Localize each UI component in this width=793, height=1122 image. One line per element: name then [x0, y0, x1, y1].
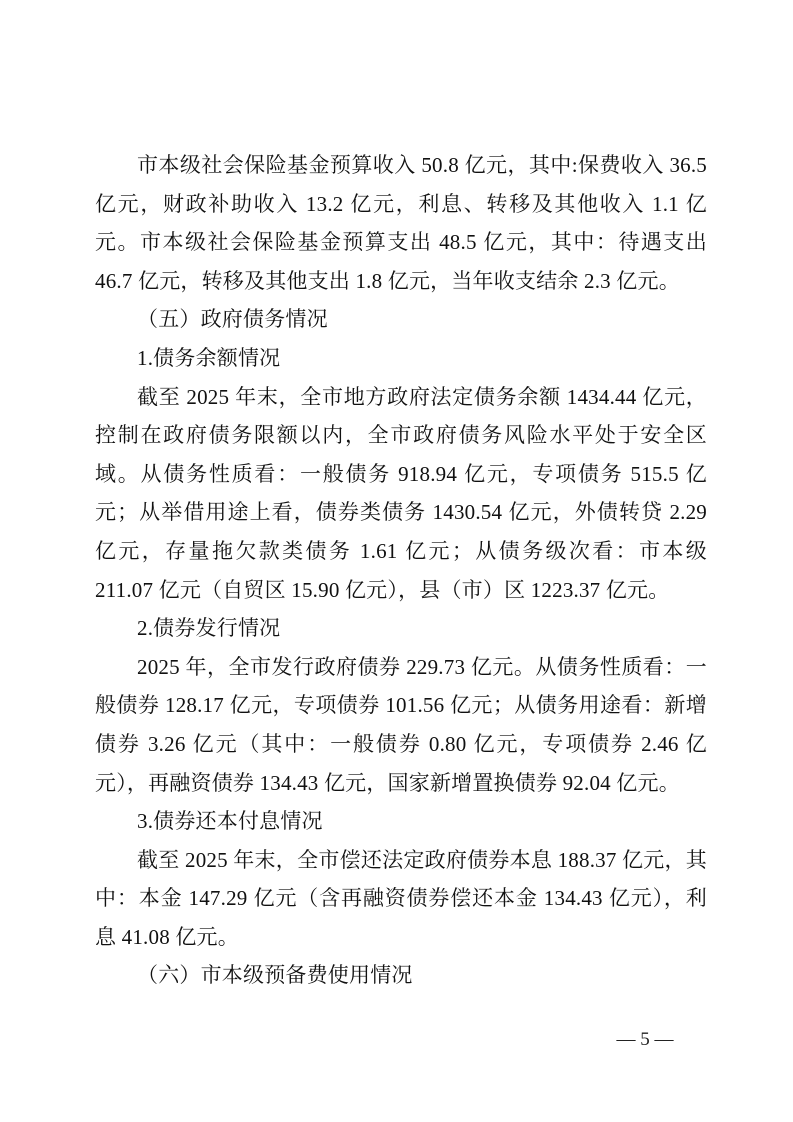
heading-section-six-reserve-funds: （六）市本级预备费使用情况: [137, 963, 413, 988]
paragraph-bond-issuance-detail: 2025 年，全市发行政府债券 229.73 亿元。从债务性质看：一般债券 128.17 亿元，专项债券 101.56 亿元；从债务用途看：新增债券 3.26 亿元（其中：一般债券 0.80 亿元，专项债券 2.46 亿元），再融资债券 134.43 亿元，国家新增置换债券 92.04 亿元。: [95, 654, 707, 795]
subheading-bond-issuance: 2.债券发行情况: [137, 616, 281, 641]
heading-section-five-government-debt: （五）政府债务情况: [137, 307, 328, 332]
paragraph-debt-balance-detail: 截至 2025 年末，全市地方政府法定债务余额 1434.44 亿元，控制在政府债务限额以内，全市政府债务风险水平处于安全区域。从债务性质看：一般债务 918.94 亿元，专项债务 515.5 亿元；从举借用途上看，债券类债务 1430.54 亿元，外债转贷 2.29 亿元，存量拖欠款类债务 1.61 亿元；从债务级次看：市本级 211.07 亿元（自贸区 15.90 亿元），县（市）区 1223.37 亿元。: [95, 384, 707, 602]
paragraph-bond-repayment-detail: 截至 2025 年末，全市偿还法定政府债券本息 188.37 亿元，其中：本金 147.29 亿元（含再融资债券偿还本金 134.43 亿元），利息 41.08 亿元。: [95, 847, 707, 949]
subheading-debt-balance: 1.债务余额情况: [137, 345, 281, 370]
document-body: [95, 146, 707, 995]
paragraph-social-insurance-fund: 市本级社会保险基金预算收入 50.8 亿元，其中:保费收入 36.5 亿元，财政补助收入 13.2 亿元，利息、转移及其他收入 1.1 亿元。市本级社会保险基金预算支出 48.5 亿元，其中：待遇支出 46.7 亿元，转移及其他支出 1.8 亿元，当年收支结余 2.3 亿元。: [95, 153, 707, 293]
subheading-bond-repayment: 3.债券还本付息情况: [137, 809, 323, 834]
page-number: — 5 —: [616, 1029, 674, 1050]
